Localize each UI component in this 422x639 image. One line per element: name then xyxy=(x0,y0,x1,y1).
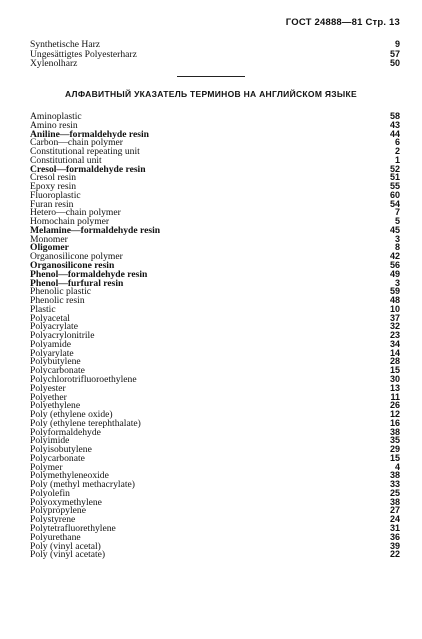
index-page-number: 38 xyxy=(389,426,400,437)
index-term: Polytetrafluorethylene xyxy=(30,522,116,534)
index-term: Hetero—chain polymer xyxy=(30,207,121,219)
index-term: Polyolefin xyxy=(30,487,70,499)
index-page-number: 31 xyxy=(389,522,400,533)
index-term: Phenol—furfural resin xyxy=(30,277,124,289)
index-term: Plastic xyxy=(30,303,56,315)
index-term: Polyarylate xyxy=(30,347,74,359)
index-term: Phenolic plastic xyxy=(30,286,92,298)
index-entry xyxy=(30,445,400,454)
index-page-number: 11 xyxy=(390,391,400,402)
index-entry xyxy=(30,296,400,305)
index-entry xyxy=(30,428,400,437)
index-term: Polymer xyxy=(30,461,63,473)
index-term: Polyacrylate xyxy=(30,321,78,333)
index-entry xyxy=(30,50,400,60)
index-page-number: 36 xyxy=(389,531,400,542)
index-term: Polyamide xyxy=(30,338,72,350)
index-page-number: 43 xyxy=(389,119,400,130)
index-term: Aminoplastic xyxy=(30,111,82,122)
index-entry xyxy=(30,314,400,323)
index-term: Cresol—formaldehyde resin xyxy=(30,163,146,175)
index-term: Oligomer xyxy=(30,242,69,254)
index-term: Polyether xyxy=(30,391,67,403)
index-entry xyxy=(30,480,400,489)
index-page-number: 60 xyxy=(389,189,400,200)
index-entry xyxy=(30,550,400,559)
index-term: Polycarbonate xyxy=(30,365,85,377)
index-page-number: 7 xyxy=(394,207,400,218)
index-page-number: 26 xyxy=(389,400,400,411)
index-page-number: 16 xyxy=(389,417,400,428)
index-page-number: 48 xyxy=(389,295,400,306)
index-page-number: 56 xyxy=(389,260,400,271)
index-entry xyxy=(30,235,400,244)
index-entry xyxy=(30,375,400,384)
index-page-number: 8 xyxy=(394,242,400,253)
index-entry xyxy=(30,287,400,296)
index-entry xyxy=(30,112,400,121)
english-term-index xyxy=(30,112,400,559)
index-page-number: 54 xyxy=(389,198,400,209)
index-entry xyxy=(30,393,400,402)
page-label: Стр. 13 xyxy=(365,17,400,28)
index-term: Polybutylene xyxy=(30,356,81,368)
index-page-number: 42 xyxy=(389,251,400,262)
index-term: Polyformaldehyde xyxy=(30,426,101,438)
index-term: Polychlorotrifluoroethylene xyxy=(30,373,137,385)
index-term: Constitutional repeating unit xyxy=(30,146,140,158)
index-page-number: 52 xyxy=(389,163,400,174)
index-page-number: 27 xyxy=(389,505,400,516)
index-entry xyxy=(30,305,400,314)
index-term: Amino resin xyxy=(30,119,78,131)
index-entry xyxy=(30,173,400,182)
index-page-number: 4 xyxy=(394,461,400,472)
index-term: Polypropylene xyxy=(30,505,86,517)
index-page-number: 28 xyxy=(389,356,400,367)
index-page-number: 37 xyxy=(389,312,400,323)
index-term: Furan resin xyxy=(30,198,74,210)
index-entry xyxy=(30,524,400,533)
index-page-number: 13 xyxy=(389,382,400,393)
index-term: Polyethylene xyxy=(30,400,81,412)
index-page-number: 29 xyxy=(389,444,400,455)
index-page-number: 3 xyxy=(394,233,400,244)
index-term: Polyisobutylene xyxy=(30,444,92,456)
index-term: Phenol—formaldehyde resin xyxy=(30,268,148,280)
index-page-number: 3 xyxy=(394,277,400,288)
index-page-number: 30 xyxy=(389,373,400,384)
index-term: Polymethyleneoxide xyxy=(30,470,109,482)
index-entry xyxy=(30,182,400,191)
index-page-number: 57 xyxy=(389,48,400,59)
index-page-number: 38 xyxy=(389,470,400,481)
index-term: Cresol resin xyxy=(30,172,77,184)
index-page-number: 1 xyxy=(394,154,400,165)
index-page-number: 12 xyxy=(389,409,400,420)
index-term: Phenolic resin xyxy=(30,295,85,307)
index-page-number: 9 xyxy=(394,39,400,49)
index-page-number: 2 xyxy=(394,146,400,157)
index-entry xyxy=(30,357,400,366)
index-entry xyxy=(30,349,400,358)
standard-number: ГОСТ 24888—81 xyxy=(285,17,363,28)
index-page-number: 24 xyxy=(389,514,400,525)
index-term: Epoxy resin xyxy=(30,181,77,193)
index-term: Poly (ethylene terephthalate) xyxy=(30,417,141,429)
index-page-number: 25 xyxy=(389,487,400,498)
index-page-number: 33 xyxy=(389,479,400,490)
index-term: Polyurethane xyxy=(30,531,81,543)
index-term: Aniline—formaldehyde resin xyxy=(30,128,149,140)
index-page-number: 38 xyxy=(389,496,400,507)
index-term: Polyacrylonitrile xyxy=(30,330,95,342)
index-page-number: 10 xyxy=(389,303,400,314)
index-term: Polystyrene xyxy=(30,514,76,526)
index-term: Polyimide xyxy=(30,435,70,447)
section-title: АЛФАВИТНЫЙ УКАЗАТЕЛЬ ТЕРМИНОВ НА АНГЛИЙСКОМ ЯЗЫКЕ xyxy=(65,89,357,99)
index-page-number: 15 xyxy=(389,452,400,463)
index-page-number: 15 xyxy=(389,365,400,376)
index-term: Polyoxymethylene xyxy=(30,496,102,508)
index-term: Polyester xyxy=(30,382,66,394)
index-page-number: 55 xyxy=(389,181,400,192)
index-term: Homochain polymer xyxy=(30,216,110,228)
index-page-number: 34 xyxy=(389,338,400,349)
index-term: Ungesättigtes Polyesterharz xyxy=(30,48,137,60)
index-page-number: 32 xyxy=(389,321,400,332)
index-term: Poly (vinyl acetate) xyxy=(30,549,106,561)
index-term: Fluoroplastic xyxy=(30,189,81,201)
index-page-number: 58 xyxy=(389,111,400,121)
index-page-number: 44 xyxy=(389,128,400,139)
section-divider xyxy=(177,76,245,77)
index-entry xyxy=(30,340,400,349)
index-entry xyxy=(30,191,400,200)
index-page-number: 5 xyxy=(394,216,400,227)
index-term: Synthetische Harz xyxy=(30,39,101,50)
index-page-number: 14 xyxy=(389,347,400,358)
index-term: Polyacetal xyxy=(30,312,70,324)
index-page-number: 50 xyxy=(389,58,400,69)
index-page-number: 6 xyxy=(394,137,400,148)
index-term: Constitutional unit xyxy=(30,154,102,166)
index-page-number: 23 xyxy=(389,330,400,341)
index-page-number: 49 xyxy=(389,268,400,279)
index-term: Organosilicone polymer xyxy=(30,251,123,263)
page-header xyxy=(286,17,400,28)
index-term: Melamine—formaldehyde resin xyxy=(30,224,161,236)
index-term: Poly (ethylene oxide) xyxy=(30,409,113,421)
index-page-number: 59 xyxy=(389,286,400,297)
index-term: Xylenolharz xyxy=(30,58,78,70)
index-page-number: 39 xyxy=(389,540,400,551)
index-term: Poly (methyl methacrylate) xyxy=(30,479,135,491)
index-term: Organosilicone resin xyxy=(30,260,115,272)
index-entry xyxy=(30,454,400,463)
index-page-number: 51 xyxy=(389,172,400,183)
index-page-number: 45 xyxy=(389,224,400,235)
index-entry xyxy=(30,506,400,515)
index-term: Poly (vinyl acetal) xyxy=(30,540,101,552)
index-entry xyxy=(30,331,400,340)
index-term: Monomer xyxy=(30,233,68,245)
index-entry xyxy=(30,226,400,235)
index-page-number: 35 xyxy=(389,435,400,446)
index-entry xyxy=(30,384,400,393)
continued-index-list xyxy=(30,40,400,69)
index-term: Polycarbonate xyxy=(30,452,85,464)
index-entry xyxy=(30,165,400,174)
index-page-number: 22 xyxy=(389,549,400,560)
index-entry xyxy=(30,59,400,69)
index-term: Carbon—chain polymer xyxy=(30,137,123,149)
